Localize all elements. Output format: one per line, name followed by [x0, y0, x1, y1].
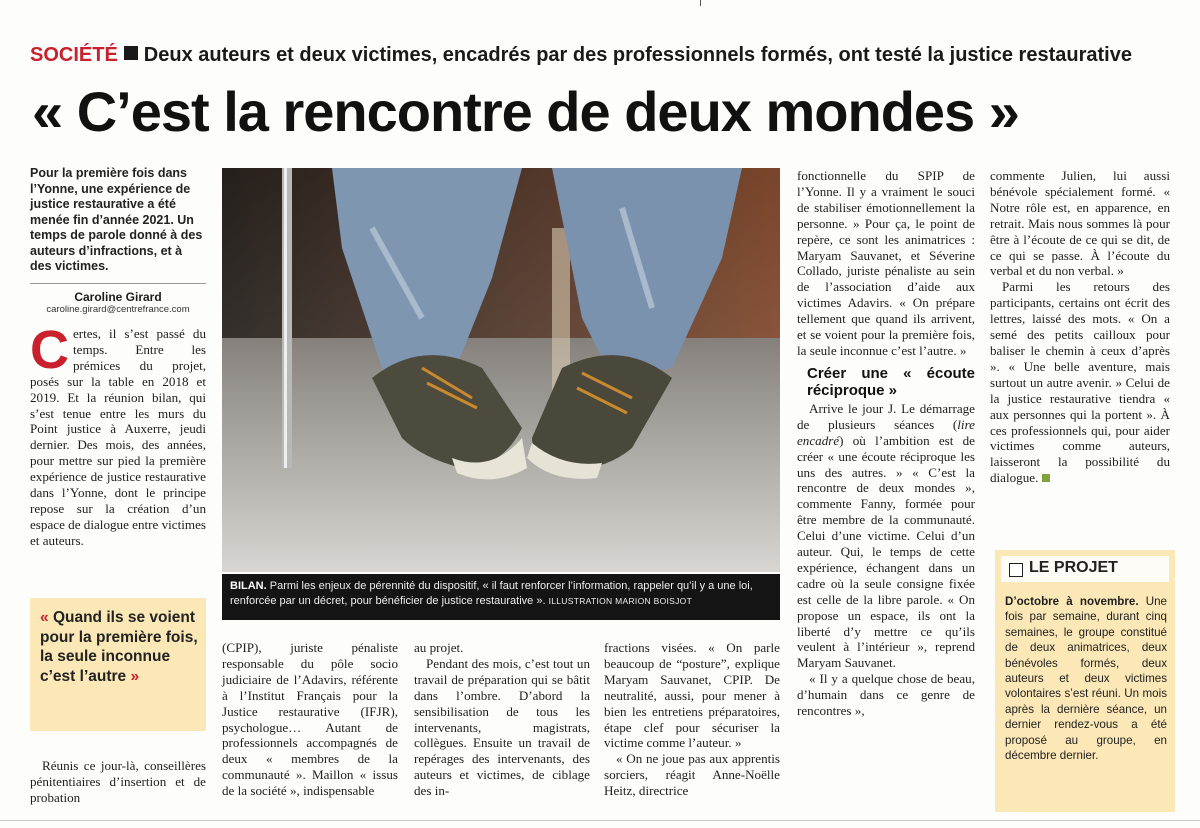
headline: « C’est la rencontre de deux mondes » — [32, 80, 1019, 143]
sneakers-photo — [222, 168, 780, 572]
column-3-text — [414, 640, 590, 799]
project-box-text — [1005, 594, 1167, 763]
column-2-body: (CPIP), juriste pénaliste responsable du pôle socio judiciaire de l’Adavirs, référente à l’Institut Français pour la Justice restaurative (IFJR), psychologue… Autant de professionnels accompagnés de deux « membres de la communauté ». Maillon « issus de la société », indispensable — [222, 640, 398, 799]
project-box — [995, 550, 1175, 812]
column-4-bottom-para-1: fractions visées. « On parle beaucoup de “posture”, explique Maryam Sauvanet, CPIP. De neutralité, aussi, pour mener à bien les entretiens préparatoires, étape clef pour sécuriser la victime comme l’auteur. » — [604, 640, 780, 751]
quote-close: » — [126, 667, 140, 685]
drop-cap: C — [30, 320, 69, 380]
project-box-lead: D’octobre à novembre. — [1005, 595, 1139, 608]
kicker-line — [30, 44, 1180, 74]
sneakers-photo-illustration — [222, 168, 780, 572]
caption-label: BILAN. — [230, 580, 267, 592]
quote-text: Quand ils se voient pour la première fois, la seule inconnue c’est l’autre — [40, 609, 198, 685]
column-5-text — [797, 168, 975, 719]
page-bottom-rule — [0, 820, 1200, 821]
subheading: Créer une « écoute réciproque » — [807, 364, 975, 399]
photo-caption — [222, 574, 780, 620]
author-email: caroline.girard@centrefrance.com — [46, 304, 190, 315]
column-5-para-2: « Il y a quelque chose de beau, d’humain dans ce genre de rencontres », — [797, 671, 975, 719]
column-6-para-1: commente Julien, lui aussi bénévole spécialement formé. « Notre rôle est, en apparence, en retrait. Mais nous sommes là pour être à l’écoute de ce qui se dit, de ce qui se passe. À l’écoute du verbal et du non verbal. » — [990, 168, 1170, 279]
lead-paragraph: Pour la première fois dans l’Yonne, une expérience de justice restaurative a été menée fin d’année 2021. Un temps de parole donné à des auteurs d’infractions, et à des victimes. — [30, 166, 203, 273]
author-name: Caroline Girard — [74, 290, 162, 304]
project-box-body: Une fois par semaine, durant cinq semaines, le groupe constitué de deux animatrices, deux bénévoles formés, deux auteurs et deux victimes volontaires s’est réuni. Un mois après la dernière séance, un dernier rendez-vous a été proposé au groupe, en décembre dernier. — [1005, 595, 1167, 763]
column-1-body: ertes, il s’est passé du temps. Entre les prémices du projet, posés sur la table en 2018 et 2019. Et la réunion bilan, qui s’est tenue entre les murs du Point justice à Auxerre, jeudi dernier. Des mois, des années, pour mettre sur pied la première expérience de justice restaurative dans l’Yonne, dont le principe repose sur la création d’un espace de dialogue entre victimes et auteurs. — [30, 326, 206, 548]
kicker-text: Deux auteurs et deux victimes, encadrés par des professionnels formés, ont testé la justice restaurative — [143, 44, 1132, 66]
column-2-text — [222, 640, 398, 799]
column-5-top-para: fonctionnelle du SPIP de l’Yonne. Il y a vraiment le souci de stabiliser émotionnellement la personne. » Pour ça, le point de repère, ce sont les animatrices : Maryam Sauvanet, et Séverine Collado, juriste pénaliste au sein de l’association d’aide aux victimes Adavirs. « On prépare tellement que quand ils arrivent, et se voient pour la première fois, la seule inconnue c’est l’autre. » — [797, 168, 975, 358]
caption-text: Parmi les enjeux de pérennité du dispositif, « il faut renforcer l’information, rappeler qu’il y a une loi, renforcée par un décret, pour bénéficier de justice restaurative ». — [230, 580, 753, 607]
quote-open: « — [40, 609, 53, 626]
section-label: SOCIÉTÉ — [30, 44, 118, 66]
column-1-text — [30, 320, 206, 549]
end-mark-icon — [1042, 474, 1050, 482]
column-1-bottom-text: Réunis ce jour-là, conseillères pénitentiaires d’insertion et de probation — [30, 758, 206, 805]
column-4-bottom-para-2: « On ne joue pas aux apprentis sorciers, réagit Anne-Noëlle Heitz, directrice — [604, 751, 780, 799]
project-box-title: LE PROJET — [1029, 559, 1118, 576]
column-5-para-1: Arrive le jour J. Le démarrage de plusieurs séances (lire encadré) où l’ambition est de créer « une écoute réciproque les uns des autres. » « C’est la rencontre de deux mondes », commente Fanny, formée pour être membre de la communauté. Celui d’une victime. Celui d’un auteur. Qui, le temps de cette expérience, échangent dans un cadre où la seule consigne fixée est celle de la libre parole. « On propose un espace, ils ont la liberté d’y mettre ce qu’ils veulent à l’intérieur », reprend Maryam Sauvanet. — [797, 400, 975, 671]
pull-quote — [30, 598, 206, 731]
box-square-icon — [1009, 563, 1023, 577]
column-3-para-1: au projet. — [414, 640, 464, 655]
column-6-para-2: Parmi les retours des participants, certains ont écrit des lettres, laissé des mots. « On a semé des petits cailloux pour baliser le chemin à ceux d’après ». « Une belle aventure, mais surtout un autre avenir. » Celui de la justice restaurative tiendra « aux personnes qui la portent ». À ces professionnels qui, pour aider victimes comme auteurs, laisseront la possibilité du dialogue. — [990, 279, 1170, 486]
page-tick-mark — [700, 0, 701, 6]
column-4-bottom — [604, 640, 780, 799]
byline — [30, 290, 206, 315]
byline-rule — [30, 283, 206, 284]
column-6-text — [990, 168, 1170, 486]
column-3-para-2: Pendant des mois, c’est tout un travail de préparation qui se bâtit dans l’ombre. D’abord la sensibilisation de tous les intervenants, magistrats, collègues. Ensuite un travail de repérages des intervenants, des auteurs et victimes, de ciblage des in- — [414, 655, 590, 799]
kicker-square — [124, 46, 138, 60]
column-1-bottom — [30, 758, 206, 806]
photo-credit: ILLUSTRATION MARION BOISJOT — [548, 596, 693, 606]
project-box-header — [1001, 556, 1169, 582]
